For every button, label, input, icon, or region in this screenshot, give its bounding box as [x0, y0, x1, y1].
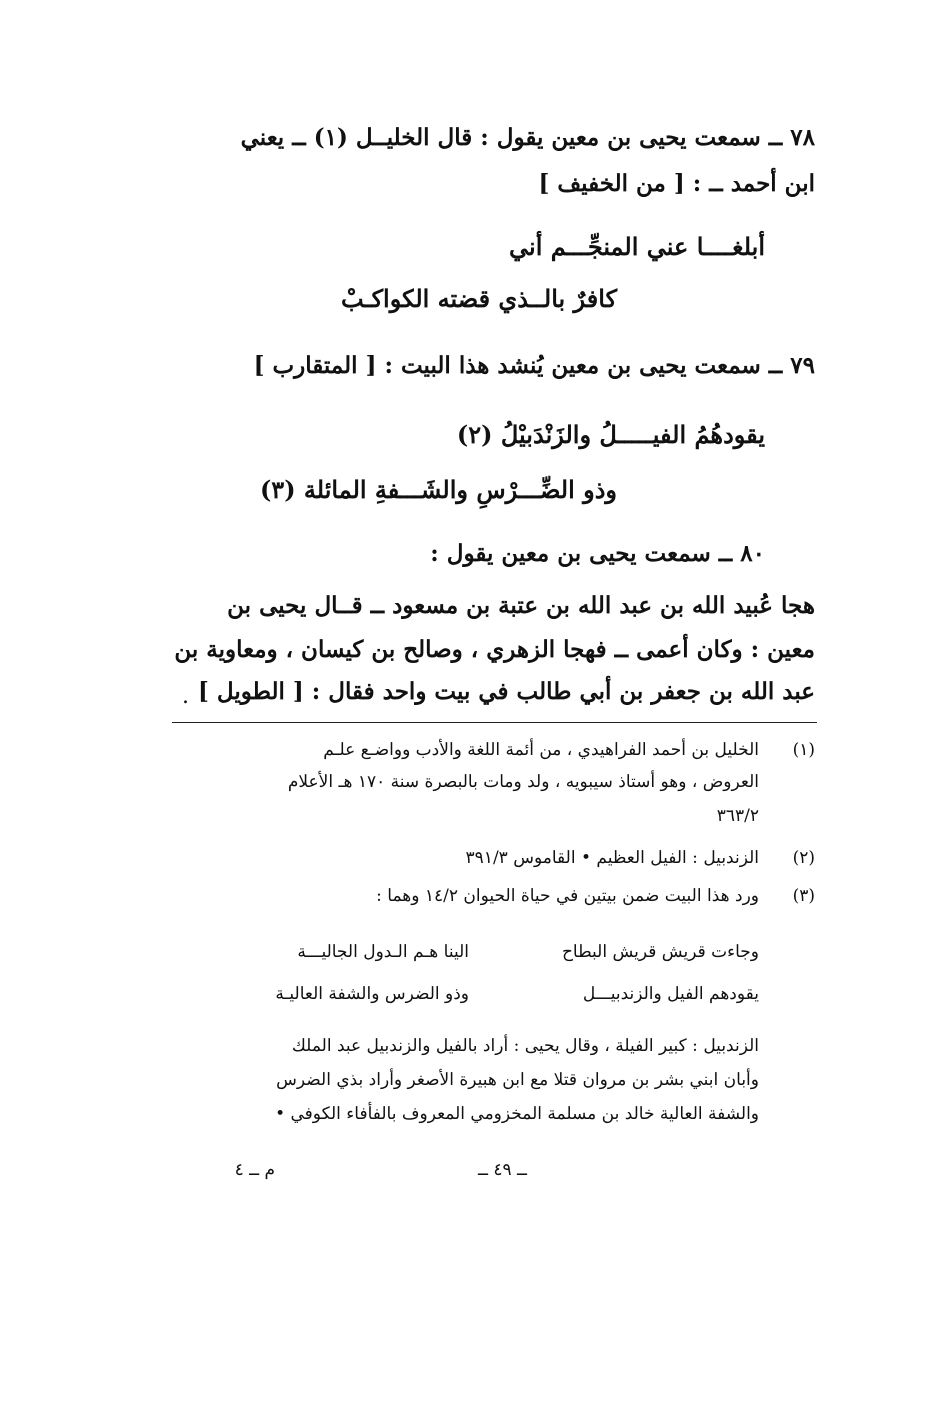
footnote-poem-row-1-first: وجاءت قريش قريش البطاح	[561, 942, 759, 962]
footnote-poem-row-2-second: وذو الضرس والشفة العاليـة	[275, 984, 469, 1004]
footnote-1-line-1: الخليل بن أحمد الفراهيدي ، من أئمة اللغة والأدب وواضـع علـم	[323, 740, 759, 760]
entry-80-line-4: عبد الله بن جعفر بن أبي طالب في بيت واحد فقال : [ الطويل ]	[198, 678, 815, 705]
footnote-poem-row-1-second: الينا هـم الـدول الجاليـــة	[297, 942, 469, 962]
footnote-note-line-2: وأبان ابني بشر بن مروان قتلا مع ابن هبيرة الأصغر وأراد بذي الضرس	[276, 1070, 759, 1090]
footnote-note-line-3: والشفة العالية خالد بن مسلمة المخزومي المعروف بالفأفاء الكوفي •	[275, 1104, 759, 1124]
verse-79-second-hemistich: وذو الضِّـــرْسِ والشَـــفةِ المائلة (٣)	[259, 475, 617, 504]
footnote-3-text: ورد هذا البيت ضمن بيتين في حياة الحيوان ١٤/٢ وهما :	[376, 886, 759, 906]
entry-80-line-2: هجا عُبيد الله بن عبد الله بن عتبة بن مسعود ــ قــال يحيى بن	[227, 592, 815, 619]
trailing-dot: .	[182, 684, 189, 709]
entry-78-line-1: ٧٨ ــ سمعت يحيى بن معين يقول : قال الخليــل (١) ــ يعني	[240, 124, 815, 151]
footnote-1-number: (١)	[792, 740, 815, 760]
entry-80-heading: ٨٠ ــ سمعت يحيى بن معين يقول :	[430, 540, 765, 567]
footnote-2-number: (٢)	[792, 848, 815, 868]
entry-80-line-3: معين : وكان أعمى ــ فهجا الزهري ، وصالح بن كيسان ، ومعاوية بن	[174, 636, 815, 663]
signature-mark: م ــ ٤	[234, 1160, 275, 1180]
footnote-separator	[172, 722, 817, 723]
verse-79-first-hemistich: يقودهُمُ الفيـــــلُ والزَنْدَبيْلُ (٢)	[456, 420, 765, 449]
footnote-1-line-3: ٣٦٣/٢	[716, 806, 759, 826]
verse-78-second-hemistich: كافرٌ بالــذي قضته الكواكـبْ	[341, 284, 617, 313]
verse-78-first-hemistich: أبلغــــا عني المنجِّـــم أني	[509, 232, 765, 261]
footnote-2-text: الزندبيل : الفيل العظيم • القاموس ٣٩١/٣	[465, 848, 759, 868]
page-number: ــ ٤٩ ــ	[477, 1160, 527, 1180]
entry-78-line-2: ابن أحمد ــ : [ من الخفيف ]	[538, 170, 815, 197]
entry-79: ٧٩ ــ سمعت يحيى بن معين يُنشد هذا البيت : [ المتقارب ]	[253, 352, 815, 379]
footnote-1-line-2: العروض ، وهو أستاذ سيبويه ، ولد ومات بالبصرة سنة ١٧٠ هـ الأعلام	[287, 772, 759, 792]
footnote-note-line-1: الزندبيل : كبير الفيلة ، وقال يحيى : أراد بالفيل والزندبيل عبد الملك	[291, 1036, 759, 1056]
footnote-3-number: (٣)	[792, 886, 815, 906]
footnote-poem-row-2-first: يقودهم الفيل والزندبيـــل	[582, 984, 759, 1004]
